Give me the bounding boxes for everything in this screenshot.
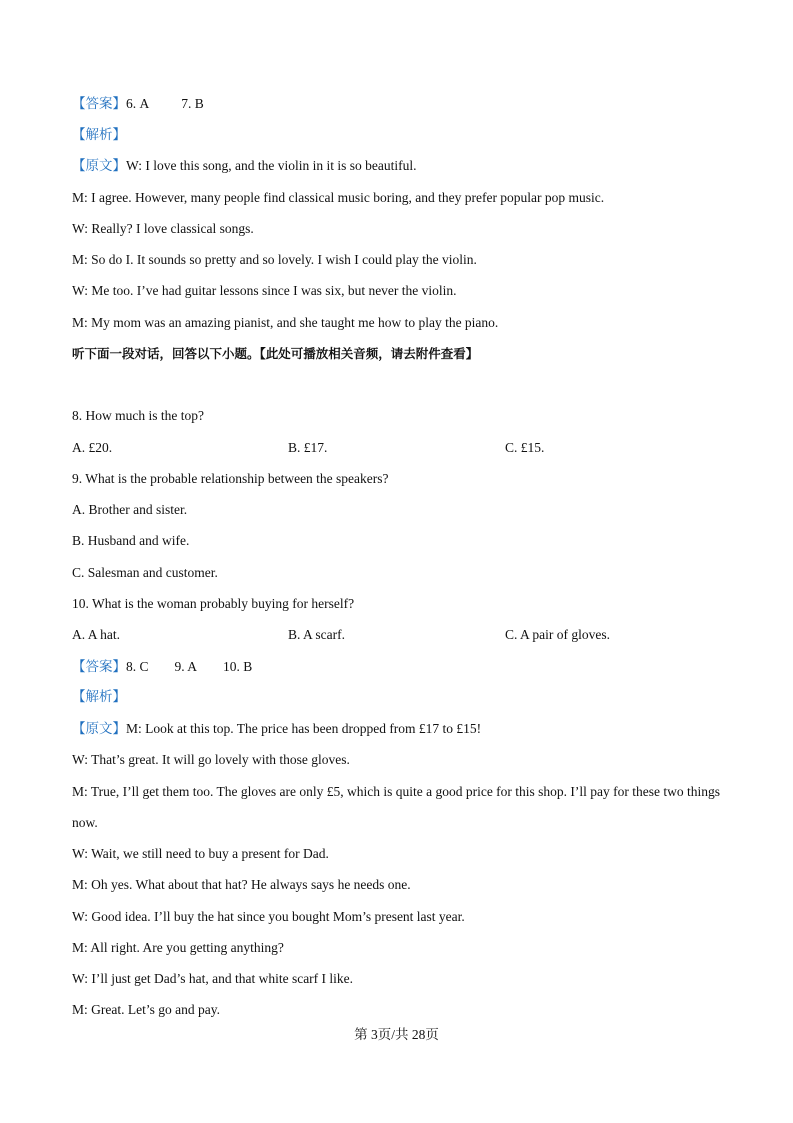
- transcript-line: M: All right. Are you getting anything?: [72, 940, 284, 955]
- option-8c: C. £15.: [505, 440, 545, 455]
- answer-9: 9. A: [174, 659, 198, 674]
- analysis-tag: 【解析】: [72, 127, 126, 142]
- question-9: 9. What is the probable relationship between the speakers?: [72, 471, 389, 486]
- transcript-line: [72, 157, 732, 175]
- answer-tag: 【答案】: [72, 659, 126, 674]
- option-8b: B. £17.: [288, 440, 328, 455]
- transcript-line: M: Oh yes. What about that hat? He always says he needs one.: [72, 877, 411, 892]
- option-8a: A. £20.: [72, 440, 113, 455]
- page-footer: 第 3页/共 28页: [354, 1027, 439, 1042]
- transcript-line: W: I’ll just get Dad’s hat, and that white scarf I like.: [72, 971, 354, 986]
- answer-10: 10. B: [223, 659, 253, 674]
- transcript-text: W: I love this song, and the violin in it is so beautiful.: [126, 158, 417, 173]
- answer-line-8-10: [72, 658, 732, 676]
- transcript-line: M: My mom was an amazing pianist, and she taught me how to play the piano.: [72, 315, 499, 330]
- option-9b: B. Husband and wife.: [72, 533, 190, 548]
- transcript-tag: 【原文】: [72, 721, 126, 736]
- answer-7: 7. B: [181, 96, 204, 111]
- analysis-tag: 【解析】: [72, 689, 126, 704]
- transcript-line-wrapped: M: True, I’ll get them too. The gloves are only £5, which is quite a good price for this shop. I’ll pay for these two things now.: [72, 784, 721, 830]
- transcript-line: M: So do I. It sounds so pretty and so lovely. I wish I could play the violin.: [72, 252, 477, 267]
- transcript-line: [72, 720, 732, 738]
- option-9a: A. Brother and sister.: [72, 502, 188, 517]
- transcript-line: M: Great. Let’s go and pay.: [72, 1002, 220, 1017]
- question-8: 8. How much is the top?: [72, 408, 204, 423]
- transcript-line: W: Me too. I’ve had guitar lessons since I was six, but never the violin.: [72, 283, 457, 298]
- transcript-line: M: I agree. However, many people find classical music boring, and they prefer popular pop music.: [72, 190, 605, 205]
- answer-6: 6. A: [126, 96, 150, 111]
- answer-tag: 【答案】: [72, 96, 126, 111]
- transcript-line: W: That’s great. It will go lovely with those gloves.: [72, 752, 350, 767]
- option-9c: C. Salesman and customer.: [72, 565, 218, 580]
- transcript-line: W: Good idea. I’ll buy the hat since you bought Mom’s present last year.: [72, 909, 465, 924]
- transcript-line: W: Wait, we still need to buy a present for Dad.: [72, 846, 329, 861]
- transcript-tag: 【原文】: [72, 158, 126, 173]
- transcript-text: M: Look at this top. The price has been dropped from £17 to £15!: [126, 721, 482, 736]
- question-10: 10. What is the woman probably buying for herself?: [72, 596, 355, 611]
- option-10c: C. A pair of gloves.: [505, 627, 610, 642]
- transcript-line: W: Really? I love classical songs.: [72, 221, 254, 236]
- listening-instruction: 听下面一段对话，回答以下小题。【此处可播放相关音频，请去附件查看】: [72, 346, 479, 361]
- option-10b: B. A scarf.: [288, 627, 345, 642]
- answer-line-6-7: [72, 95, 732, 113]
- answer-8: 8. C: [126, 659, 149, 674]
- option-10a: A. A hat.: [72, 627, 121, 642]
